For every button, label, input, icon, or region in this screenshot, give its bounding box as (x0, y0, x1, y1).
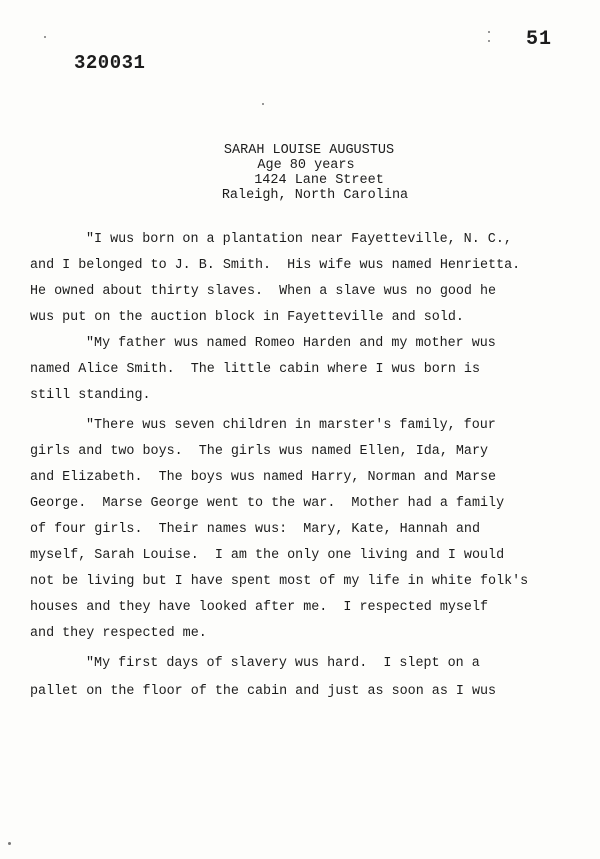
text-line: not be living but I have spent most of my life in white folk's (30, 574, 529, 589)
scan-speck (488, 31, 490, 33)
text-line: George. Marse George went to the war. Mother had a family (30, 496, 505, 511)
text-line: and they respected me. (30, 626, 207, 641)
text-line: "I wus born on a plantation near Fayetteville, N. C., (86, 232, 512, 247)
text-line: "My first days of slavery wus hard. I slept on a (86, 656, 480, 671)
text-line: myself, Sarah Louise. I am the only one living and I would (30, 548, 505, 563)
scan-speck (8, 842, 11, 845)
text-line: houses and they have looked after me. I respected myself (30, 600, 489, 615)
text-line: of four girls. Their names wus: Mary, Kate, Hannah and (30, 522, 480, 537)
page-number: 51 (525, 28, 552, 51)
text-line: named Alice Smith. The little cabin where I wus born is (30, 362, 480, 377)
text-line: and Elizabeth. The boys wus named Harry, Norman and Marse (30, 470, 497, 485)
interviewee-city: Raleigh, North Carolina (221, 188, 409, 203)
text-line: He owned about thirty slaves. When a slave wus no good he (30, 284, 497, 299)
scan-speck (44, 36, 46, 38)
scan-speck (488, 40, 490, 42)
text-line: wus put on the auction block in Fayetteville and sold. (30, 310, 464, 325)
scan-speck (262, 103, 264, 105)
text-line: "There wus seven children in marster's family, four (86, 418, 496, 433)
text-line: and I belonged to J. B. Smith. His wife wus named Henrietta. (30, 258, 521, 273)
text-line: still standing. (30, 388, 151, 403)
text-line: girls and two boys. The girls wus named Ellen, Ida, Mary (30, 444, 489, 459)
document-id: 320031 (74, 52, 146, 74)
interviewee-header (0, 143, 600, 203)
interviewee-street: 1424 Lane Street (254, 173, 384, 188)
text-line: "My father wus named Romeo Harden and my mother wus (86, 336, 496, 351)
interviewee-name: SARAH LOUISE AUGUSTUS (223, 143, 395, 158)
interviewee-age: Age 80 years (257, 158, 355, 173)
text-line: pallet on the floor of the cabin and just as soon as I wus (30, 684, 497, 699)
